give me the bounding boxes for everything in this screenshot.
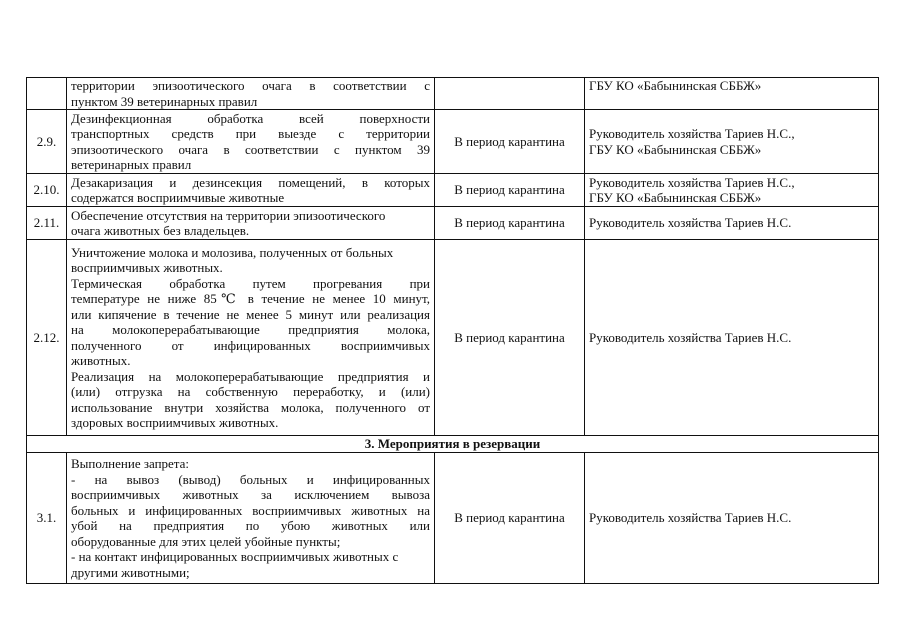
- row-number: 2.11.: [27, 207, 67, 240]
- task-line: ветеринарных правил: [71, 157, 192, 172]
- task-line: использование внутри хозяйства молока, полученного от: [71, 399, 430, 415]
- task-cell: [67, 240, 435, 436]
- task-line: - на вывоз (вывод) больных и инфицированных: [71, 471, 430, 487]
- table-row: [27, 240, 879, 436]
- table-row: [27, 453, 879, 584]
- responsible-line: ГБУ КО «Бабынинская СББЖ»: [589, 190, 762, 205]
- task-line: Уничтожение молока и молозива, полученных от больных: [71, 244, 394, 260]
- task-cell: [67, 174, 435, 207]
- responsible-line: Руководитель хозяйства Тариев Н.С.: [589, 215, 792, 231]
- task-line: или кипячение в течение не менее 5 минут или реализация: [71, 306, 430, 322]
- task-line: Выполнение запрета:: [71, 456, 190, 471]
- task-line: полученного от инфицированных восприимчивых: [71, 337, 430, 353]
- row-number: 2.10.: [27, 174, 67, 207]
- task-line: Дезакаризация и дезинсекция помещений, в которых: [71, 174, 430, 190]
- responsible-line: ГБУ КО «Бабынинская СББЖ»: [589, 78, 762, 93]
- period-cell: В период карантина: [435, 174, 585, 207]
- period-cell: В период карантина: [435, 110, 585, 174]
- section-title: 3. Мероприятия в резервации: [27, 436, 879, 453]
- table-row: [27, 174, 879, 207]
- task-line: транспортных средств при выезде с территории: [71, 126, 430, 141]
- responsible-cell: [585, 207, 879, 240]
- task-line: оборудованные для этих целей убойные пункты;: [71, 533, 341, 549]
- task-line: Термическая обработка путем прогревания при: [71, 275, 430, 291]
- task-line: очага животных без владельцев.: [71, 223, 250, 238]
- task-line: пунктом 39 ветеринарных правил: [71, 93, 258, 109]
- responsible-line: Руководитель хозяйства Тариев Н.С.,: [589, 174, 795, 190]
- period-cell: В период карантина: [435, 240, 585, 436]
- row-number: 2.9.: [27, 110, 67, 174]
- responsible-line: Руководитель хозяйства Тариев Н.С.,: [589, 126, 795, 141]
- measures-table: [26, 77, 879, 584]
- table-row: [27, 110, 879, 174]
- table-row: [27, 207, 879, 240]
- task-line: (или) отгрузка на собственную переработку, и (или): [71, 384, 430, 399]
- task-line: Реализация на молокоперерабатывающие предприятия и: [71, 368, 430, 384]
- responsible-line: ГБУ КО «Бабынинская СББЖ»: [589, 141, 762, 157]
- task-line: больных и инфицированных восприимчивых животных на: [71, 502, 430, 518]
- section-header-row: [27, 436, 879, 453]
- task-line: Дезинфекционная обработка всей поверхности: [71, 110, 430, 126]
- task-line: - на контакт инфицированных восприимчивых животных с: [71, 549, 399, 564]
- row-number: 3.1.: [27, 453, 67, 584]
- task-cell: [67, 78, 435, 110]
- responsible-cell: [585, 453, 879, 584]
- task-line: здоровых восприимчивых животных.: [71, 415, 279, 430]
- period-cell: [435, 78, 585, 110]
- task-line: восприимчивых животных.: [71, 260, 223, 275]
- task-line: эпизоотического очага в соответствии с пунктом 39: [71, 141, 430, 157]
- task-line: восприимчивых животных за исключением вывоза: [71, 487, 430, 502]
- responsible-line: Руководитель хозяйства Тариев Н.С.: [589, 510, 792, 526]
- responsible-cell: [585, 110, 879, 174]
- task-line: территории эпизоотического очага в соответствии с: [71, 78, 430, 93]
- table-row: [27, 78, 879, 110]
- responsible-cell: [585, 174, 879, 207]
- task-line: Обеспечение отсутствия на территории эпизоотического: [71, 207, 386, 223]
- row-number: [27, 78, 67, 110]
- task-line: на молокоперерабатывающие предприятия молока,: [71, 322, 430, 337]
- task-cell: [67, 453, 435, 584]
- task-cell: [67, 110, 435, 174]
- responsible-cell: [585, 78, 879, 110]
- task-line: температуре не ниже 85℃ в течение не менее 10 минут,: [71, 291, 430, 306]
- task-line: содержатся восприимчивые животные: [71, 190, 285, 205]
- responsible-line: Руководитель хозяйства Тариев Н.С.: [589, 329, 792, 345]
- responsible-cell: [585, 240, 879, 436]
- task-line: животных.: [71, 353, 131, 368]
- row-number: 2.12.: [27, 240, 67, 436]
- task-line: другими животными;: [71, 564, 190, 580]
- period-cell: В период карантина: [435, 453, 585, 584]
- task-line: убой на предприятия по убою животных или: [71, 518, 430, 533]
- task-cell: [67, 207, 435, 240]
- period-cell: В период карантина: [435, 207, 585, 240]
